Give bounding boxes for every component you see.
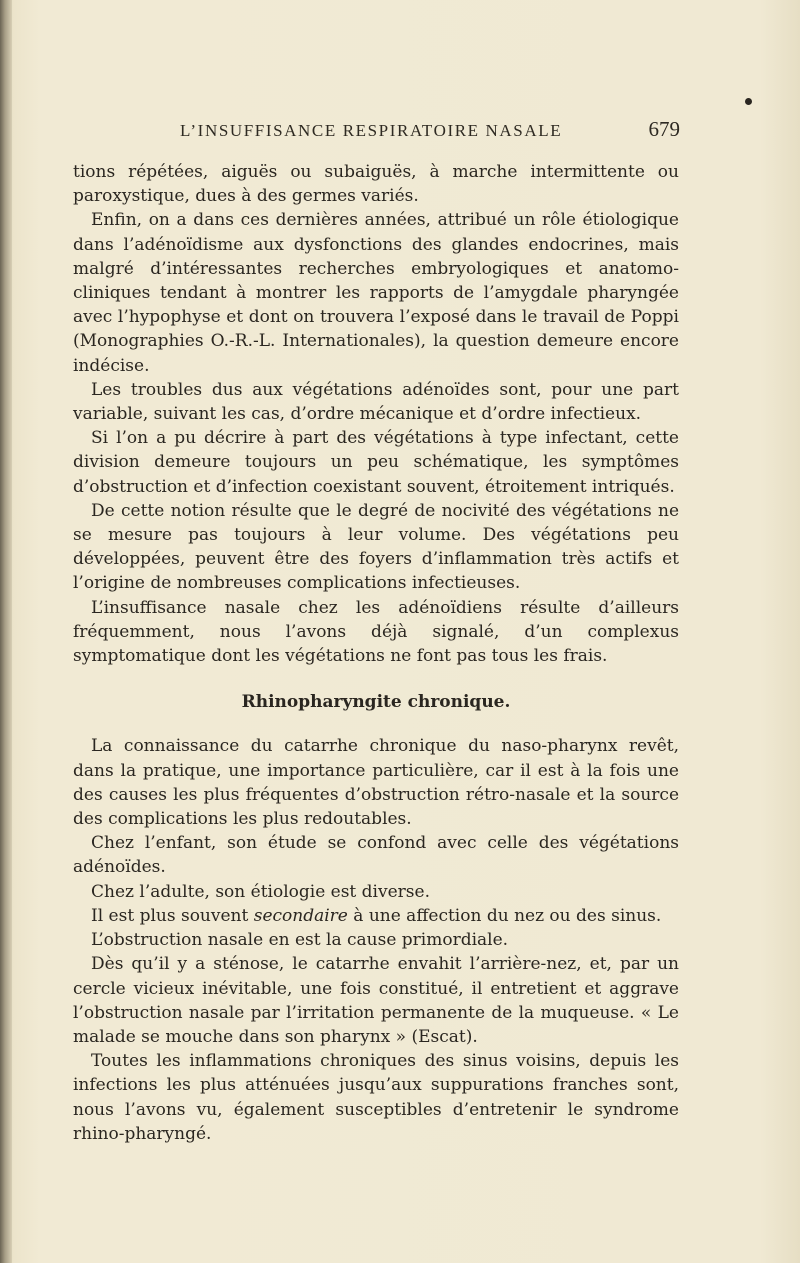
paragraph: [73, 904, 679, 928]
paragraph: La connaissance du catarrhe chronique du naso-pharynx revêt, dans la pratique, une importance particulière, car il est à la fois une des causes les plus fréquentes d’obstruction rétro-nasale et la source des complications les plus redoutables.: [73, 736, 679, 830]
paragraph: L’obstruction nasale en est la cause primordiale.: [91, 930, 509, 951]
paragraph: Toutes les inflammations chroniques des sinus voisins, depuis les infections les plus atténuées jusqu’aux suppurations franches sont, nous l’avons vu, également susceptibles d’entretenir le syndrome rhino-pharyngé.: [73, 1051, 679, 1144]
paragraph: Les troubles dus aux végétations adénoïdes sont, pour une part variable, suivant les cas, d’ordre mécanique et d’ordre infectieux.: [73, 379, 679, 425]
page-binding-edge: [0, 0, 12, 1263]
page-header: [180, 117, 680, 145]
paragraph: Enfin, on a dans ces dernières années, attribué un rôle étiologique dans l’adénoïdisme aux dysfonctions des glandes endocrines, mais malgré d’intéressantes recherches embryologiques et anatomo-cliniques tendant à montrer les rapports de l’amygdale pharyngée avec l’hypophyse et dont on trouvera l’exposé dans le travail de Poppi (Monographies O.-R.-L. Internationales), la question demeure encore indécise.: [73, 210, 679, 376]
running-title: L’INSUFFISANCE RESPIRATOIRE NASALE: [180, 121, 563, 140]
paragraph: Chez l’enfant, son étude se confond avec celle des végétations adénoïdes.: [73, 833, 679, 878]
main-text: [73, 160, 679, 1146]
paragraph: L’insuffisance nasale chez les adénoïdiens résulte d’ailleurs fréquemment, nous l’avons déjà signalé, d’un complexus symptomatique dont les végétations ne font pas tous les frais.: [73, 597, 679, 667]
sentence-end: à une affection du nez ou des sinus.: [347, 905, 662, 926]
paragraph: Chez l’adulte, son étiologie est diverse.: [91, 881, 430, 902]
section-heading: Rhinopharyngite chronique.: [241, 692, 511, 713]
paragraph: De cette notion résulte que le degré de nocivité des végétations ne se mesure pas toujours à leur volume. Des végétations peu développées, peuvent être des foyers d’inflammation très actifs et l’origine de nombreuses complications infectieuses.: [73, 500, 679, 594]
paragraph: Dès qu’il y a sténose, le catarrhe envahit l’arrière-nez, et, par un cercle vicieux inévitable, une fois constitué, il entretient et aggrave l’obstruction nasale par l’irritation permanente de la muqueuse. « Le malade se mouche dans son pharynx » (Escat).: [73, 954, 679, 1047]
italic-word: secondaire: [253, 905, 348, 926]
page-number: 679: [648, 117, 680, 141]
ink-dot: [745, 98, 752, 105]
sentence-start: Il est plus souvent: [91, 905, 254, 926]
paragraph: tions répétées, aiguës ou subaiguës, à marche intermittente ou paroxystique, dues à des germes variés.: [73, 162, 679, 207]
paragraph: Si l’on a pu décrire à part des végétations à type infectant, cette division demeure toujours un peu schématique, les symptômes d’obstruction et d’infection coexistant souvent, étroitement intriqués.: [73, 428, 679, 497]
